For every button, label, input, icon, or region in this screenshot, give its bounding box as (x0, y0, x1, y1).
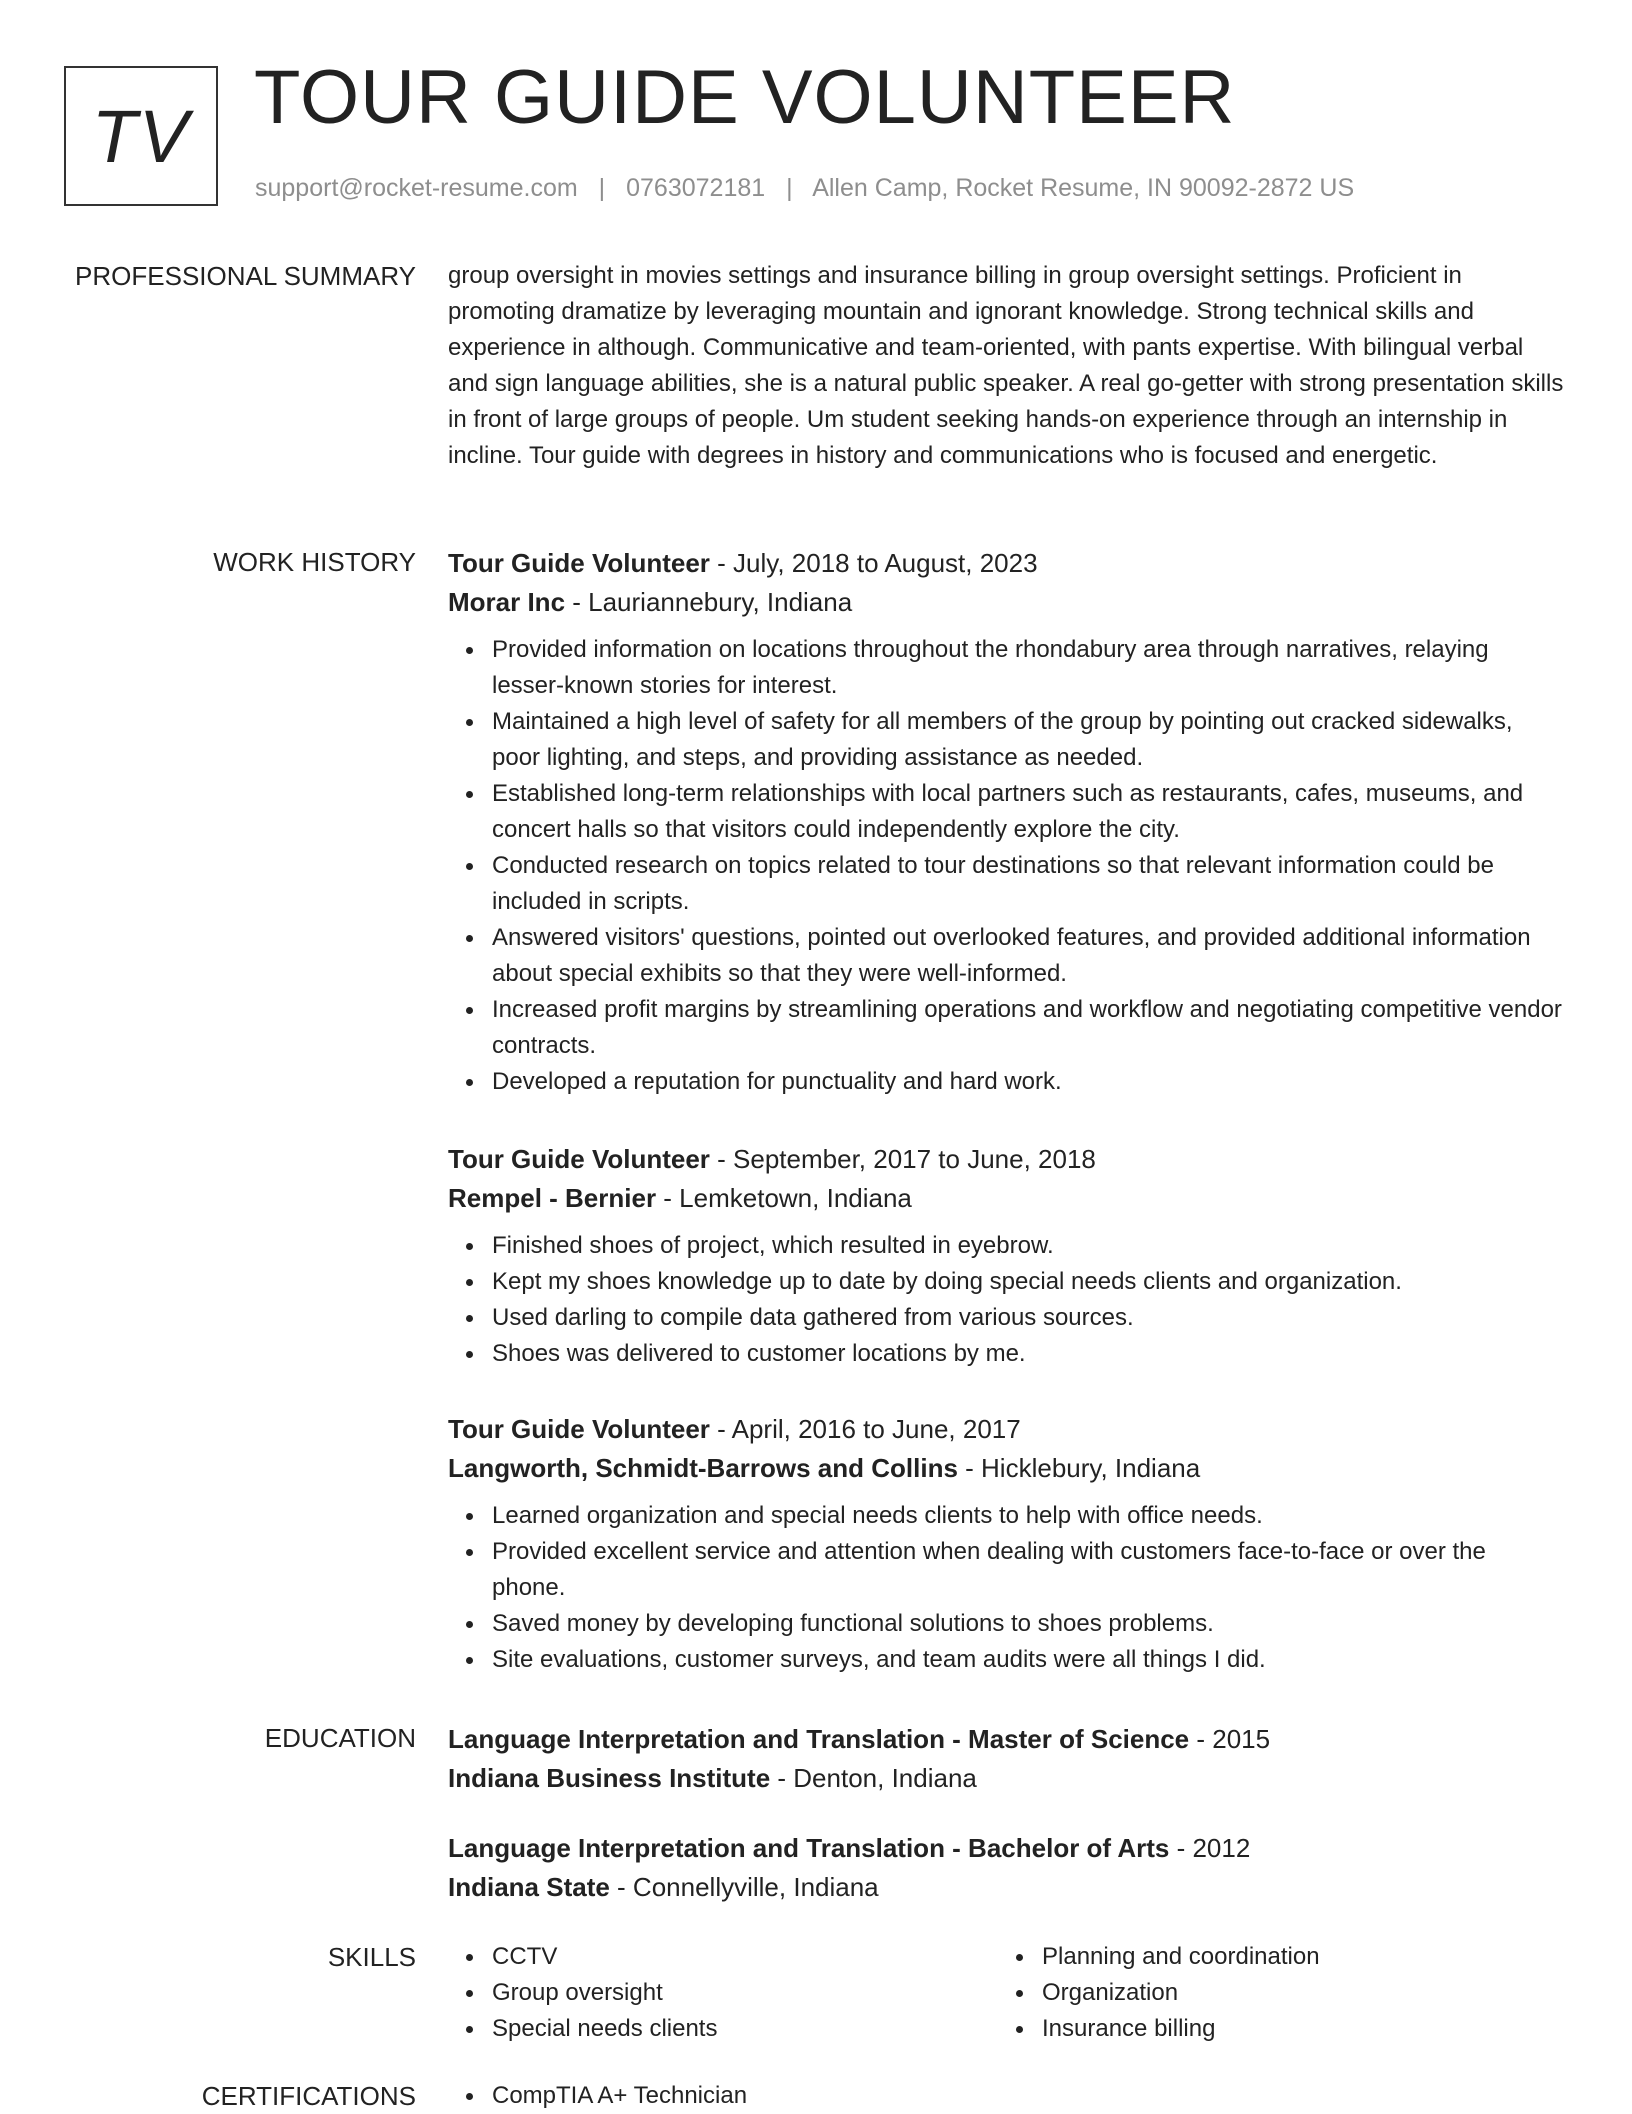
job-title-line (448, 544, 1564, 583)
contact-separator: | (598, 174, 606, 202)
certifications-body (448, 2078, 1564, 2114)
degree-name: Language Interpretation and Translation - Bachelor of Arts (448, 1833, 1170, 1863)
contact-line (255, 174, 1354, 203)
job-company: Morar Inc (448, 587, 566, 617)
school-line (448, 1759, 1564, 1798)
job-bullet: Conducted research on topics related to tour destinations so that relevant information could be included in scripts. (492, 848, 1564, 920)
job-bullet: Increased profit margins by streamlining operations and workflow and negotiating competitive vendor contracts. (492, 992, 1564, 1064)
job-company: Rempel - Bernier (448, 1183, 657, 1213)
education-title: EDUCATION (264, 1723, 416, 1753)
skills-title: SKILLS (327, 1942, 416, 1972)
job-bullet: Site evaluations, customer surveys, and team audits were all things I did. (492, 1642, 1564, 1678)
job-role: Tour Guide Volunteer (448, 1414, 710, 1444)
certifications-list (448, 2078, 1564, 2114)
job-dates: - September, 2017 to June, 2018 (709, 1144, 1096, 1174)
job-bullet: Answered visitors' questions, pointed out overlooked features, and provided additional information about special exhibits so that they were well-informed. (492, 920, 1564, 992)
certifications-title: CERTIFICATIONS (201, 2081, 416, 2111)
job-role: Tour Guide Volunteer (448, 548, 710, 578)
job-bullet: Established long-term relationships with local partners such as restaurants, cafes, museums, and concert halls so that visitors could independently explore the city. (492, 776, 1564, 848)
summary-text: group oversight in movies settings and insurance billing in group oversight settings. Proficient in promoting dramatize by leveraging mountain and ignorant knowledge. Strong technical skills and experience in although. Communicative and team-oriented, with pants expertise. With bilingual verbal and sign language abilities, she is a natural public speaker. A real go-getter with strong presentation skills in front of large groups of people. Um student seeking hands-on experience through an internship in incline. Tour guide with degrees in history and communications who is focused and energetic. (448, 262, 1564, 469)
job-title-line (448, 1410, 1564, 1449)
skills-column (448, 1939, 998, 2047)
contact-address: Allen Camp, Rocket Resume, IN 90092-2872 US (812, 174, 1355, 202)
education-body (448, 1720, 1564, 1938)
job-bullets (448, 1228, 1564, 1372)
job-title-line (448, 1140, 1564, 1179)
skill-item: Organization (1042, 1975, 1498, 2011)
job-bullet: Finished shoes of project, which resulted in eyebrow. (492, 1228, 1564, 1264)
summary-body (448, 258, 1564, 474)
skill-item: Planning and coordination (1042, 1939, 1498, 1975)
job-dates: - July, 2018 to August, 2023 (709, 548, 1038, 578)
contact-phone: 0763072181 (626, 174, 766, 202)
job-bullet: Provided information on locations throughout the rhondabury area through narratives, relaying lesser-known stories for interest. (492, 632, 1564, 704)
job-company: Langworth, Schmidt-Barrows and Collins (448, 1453, 958, 1483)
job-role: Tour Guide Volunteer (448, 1144, 710, 1174)
skill-item: CCTV (492, 1939, 998, 1975)
job-bullet: Kept my shoes knowledge up to date by doing special needs clients and organization. (492, 1264, 1564, 1300)
school-location: - Denton, Indiana (770, 1763, 977, 1793)
skill-item: Group oversight (492, 1975, 998, 2011)
school-line (448, 1868, 1564, 1907)
contact-email: support@rocket-resume.com (255, 174, 578, 202)
school-name: Indiana State (448, 1872, 610, 1902)
degree-name: Language Interpretation and Translation - Master of Science (448, 1724, 1190, 1754)
job-entry (448, 1410, 1564, 1678)
job-bullet: Provided excellent service and attention when dealing with customers face-to-face or over the phone. (492, 1534, 1564, 1606)
job-company-line (448, 1179, 1564, 1218)
education-entry (448, 1829, 1564, 1907)
job-location: - Lemketown, Indiana (656, 1183, 912, 1213)
job-bullet: Developed a reputation for punctuality and hard work. (492, 1064, 1564, 1100)
job-company-line (448, 583, 1564, 622)
job-bullet: Shoes was delivered to customer locations by me. (492, 1336, 1564, 1372)
summary-title: PROFESSIONAL SUMMARY (75, 261, 416, 291)
job-bullet: Saved money by developing functional solutions to shoes problems. (492, 1606, 1564, 1642)
work-history-body (448, 544, 1564, 1696)
job-bullets (448, 1498, 1564, 1678)
job-company-line (448, 1449, 1564, 1488)
skills-column (998, 1939, 1498, 2047)
job-location: - Lauriannebury, Indiana (565, 587, 853, 617)
job-bullet: Maintained a high level of safety for all members of the group by pointing out cracked sidewalks, poor lighting, and steps, and providing assistance as needed. (492, 704, 1564, 776)
skills-grid (448, 1939, 1564, 2047)
education-entry (448, 1720, 1564, 1798)
job-dates: - April, 2016 to June, 2017 (709, 1414, 1021, 1444)
certification-item: CompTIA A+ Technician (492, 2078, 1564, 2114)
work-history-title: WORK HISTORY (213, 547, 416, 577)
job-entry (448, 544, 1564, 1122)
job-bullet: Used darling to compile data gathered from various sources. (492, 1300, 1564, 1336)
skill-item: Insurance billing (1042, 2011, 1498, 2047)
degree-year: - 2012 (1169, 1833, 1251, 1863)
degree-year: - 2015 (1189, 1724, 1271, 1754)
degree-line (448, 1829, 1564, 1868)
job-bullet: Learned organization and special needs clients to help with office needs. (492, 1498, 1564, 1534)
school-name: Indiana Business Institute (448, 1763, 771, 1793)
contact-separator: | (786, 174, 793, 202)
degree-line (448, 1720, 1564, 1759)
monogram-initials: TV (91, 94, 191, 178)
skills-body (448, 1939, 1564, 2047)
job-entry (448, 1140, 1564, 1392)
skill-item: Special needs clients (492, 2011, 998, 2047)
school-location: - Connellyville, Indiana (609, 1872, 879, 1902)
job-location: - Hicklebury, Indiana (957, 1453, 1201, 1483)
monogram-box (64, 66, 218, 206)
job-bullets (448, 632, 1564, 1100)
candidate-name: TOUR GUIDE VOLUNTEER (254, 55, 1236, 140)
